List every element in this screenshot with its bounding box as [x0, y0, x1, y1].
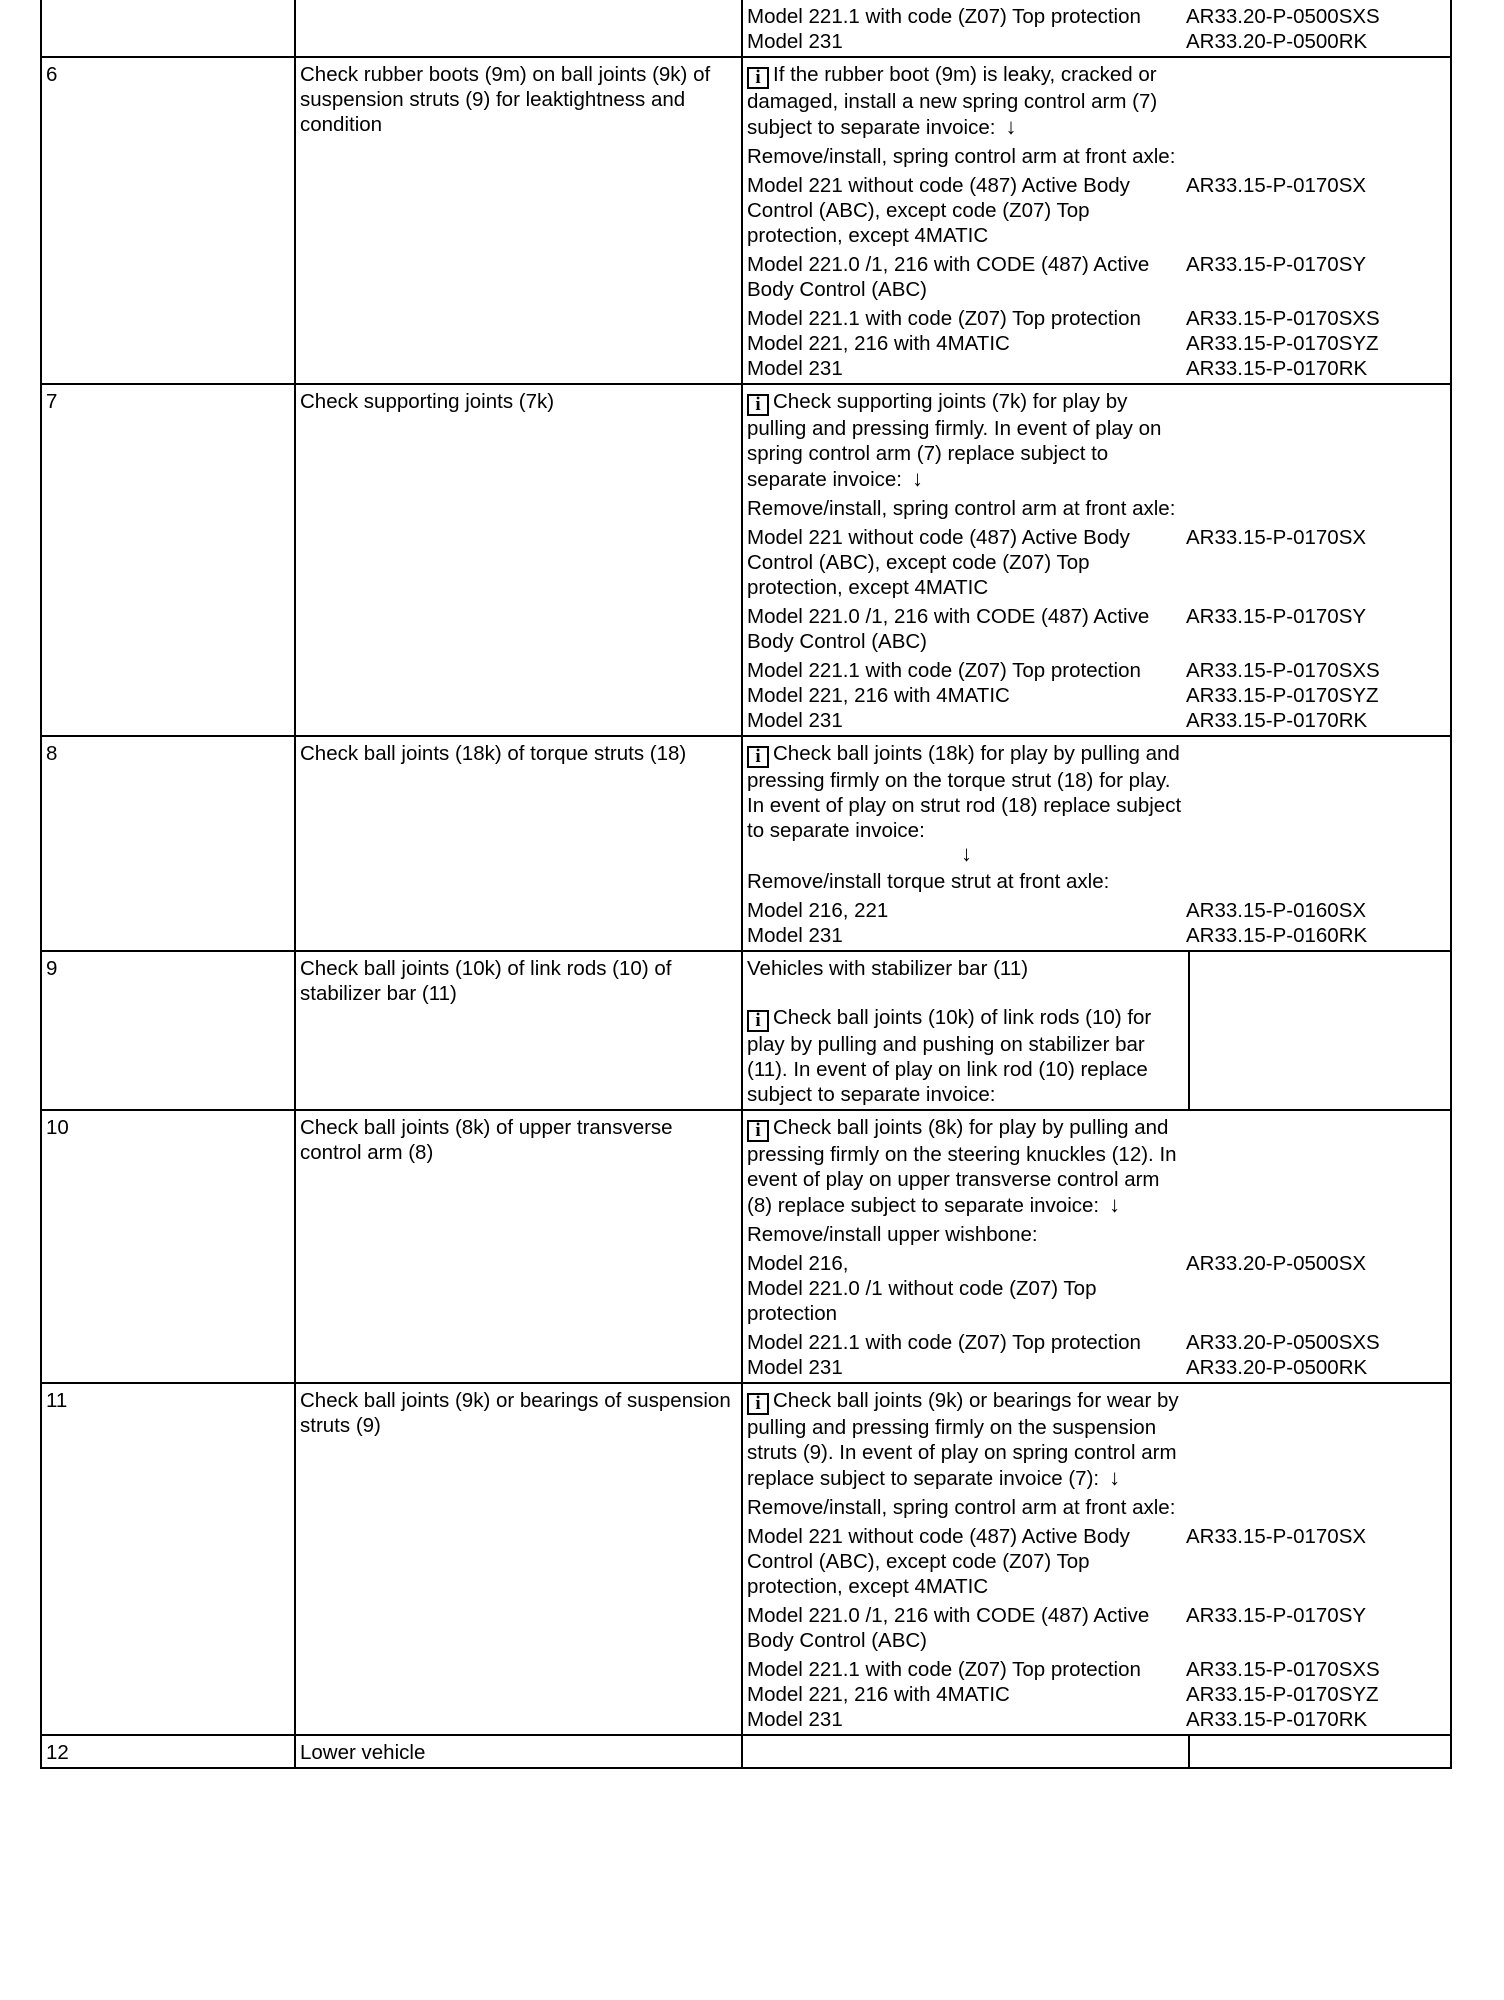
document-reference: AR33.20-P-0500SXS [1186, 5, 1380, 28]
model-entry: Model 221.1 with code (Z07) Top protection AR33.20-P-0500SXS [747, 1331, 1380, 1354]
document-reference: AR33.15-P-0170SX [1186, 174, 1367, 197]
document-reference: AR33.15-P-0170SYZ [1186, 332, 1379, 355]
model-entry: Model 221 without code (487) Active Body Control (ABC), except code (Z07) Top protection, except 4MATIC AR33.15-P-0170SX [747, 1525, 1367, 1598]
info-note: Check ball joints (18k) for play by pulling and pressing firmly on the torque strut (18) for play. In event of play on strut rod (18) replace subject to separate invoice: [747, 742, 1182, 842]
info-note: Check supporting joints (7k) for play by pulling and pressing firmly. In event of play on spring control arm (7) replace subject to separate invoice: [747, 390, 1162, 491]
reference-cell [1189, 951, 1451, 1110]
step-description: Check rubber boots (9m) on ball joints (9k) of suspension struts (9) for leaktightness and condition [295, 57, 742, 384]
step-description: Check ball joints (8k) of upper transverse control arm (8) [295, 1110, 742, 1383]
model-entry: Model 231 AR33.15-P-0160RK [747, 924, 1368, 947]
document-reference: AR33.15-P-0170SYZ [1186, 1683, 1379, 1706]
instruction-cell [742, 951, 1189, 1110]
model-entry: Model 221, 216 with 4MATIC AR33.15-P-0170SYZ [747, 332, 1379, 355]
down-arrow-icon: ↓ [1005, 114, 1017, 139]
model-entry: Model 221.0 /1 without code (Z07) Top protection [747, 1277, 1097, 1325]
procedure-table [40, 0, 1452, 1769]
document-reference: AR33.20-P-0500RK [1186, 30, 1368, 53]
step-number: 12 [41, 1735, 295, 1768]
document-reference: AR33.20-P-0500SX [1186, 1252, 1367, 1275]
model-entry: Model 221, 216 with 4MATIC AR33.15-P-0170SYZ [747, 1683, 1379, 1706]
step-description: Check ball joints (10k) of link rods (10) of stabilizer bar (11) [295, 951, 742, 1110]
info-note: If the rubber boot (9m) is leaky, cracked or damaged, install a new spring control arm (7) subject to separate invoice: [747, 63, 1158, 139]
down-arrow-icon: ↓ [911, 466, 923, 491]
instruction-cell [742, 57, 1451, 384]
instruction-cell [742, 0, 1451, 57]
info-icon: i [747, 67, 769, 89]
document-reference: AR33.15-P-0170RK [1186, 1708, 1368, 1731]
procedure-heading: Remove/install, spring control arm at front axle: [747, 145, 1176, 168]
document-reference: AR33.15-P-0170SY [1186, 253, 1367, 276]
document-reference: AR33.15-P-0170SY [1186, 605, 1367, 628]
document-reference: AR33.15-P-0170SYZ [1186, 684, 1379, 707]
model-entry: Model 231 AR33.15-P-0170RK [747, 357, 1368, 380]
procedure-heading: Remove/install, spring control arm at front axle: [747, 1496, 1176, 1519]
document-reference: AR33.15-P-0170RK [1186, 709, 1368, 732]
info-icon: i [747, 394, 769, 416]
info-icon: i [747, 1393, 769, 1415]
instruction-cell [742, 1383, 1451, 1735]
model-entry: Model 231 AR33.15-P-0170RK [747, 709, 1368, 732]
step-description: Check supporting joints (7k) [295, 384, 742, 736]
info-note: Check ball joints (8k) for play by pulling and pressing firmly on the steering knuckles (12). In event of play on upper transverse control arm (8) replace subject to separate invoice: [747, 1116, 1177, 1217]
document-reference: AR33.15-P-0170SXS [1186, 659, 1380, 682]
model-entry: Model 221.1 with code (Z07) Top protection AR33.15-P-0170SXS [747, 1658, 1380, 1681]
table-row [41, 0, 1451, 57]
document-reference: AR33.15-P-0170SX [1186, 1525, 1367, 1548]
model-entry: Model 216, 221 AR33.15-P-0160SX [747, 899, 1367, 922]
down-arrow-icon: ↓ [1109, 1465, 1121, 1490]
step-number: 8 [41, 736, 295, 951]
info-note: Check ball joints (10k) of link rods (10) for play by pulling and pushing on stabilizer bar (11). In event of play on link rod (10) replace subject to separate invoice: [747, 1006, 1152, 1106]
step-description-cell [295, 0, 742, 57]
instruction-cell [742, 1110, 1451, 1383]
model-entry: Model 231 AR33.15-P-0170RK [747, 1708, 1368, 1731]
document-reference: AR33.15-P-0170RK [1186, 357, 1368, 380]
document-reference: AR33.15-P-0160SX [1186, 899, 1367, 922]
info-icon: i [747, 746, 769, 768]
model-entry: Model 221.1 with code (Z07) Top protection AR33.15-P-0170SXS [747, 659, 1380, 682]
instruction-cell [742, 384, 1451, 736]
step-number: 10 [41, 1110, 295, 1383]
document-reference: AR33.15-P-0160RK [1186, 924, 1368, 947]
model-entry: Model 221, 216 with 4MATIC AR33.15-P-0170SYZ [747, 684, 1379, 707]
info-note: Check ball joints (9k) or bearings for wear by pulling and pressing firmly on the suspension struts (9). In event of play on spring control arm replace subject to separate invoice (7): [747, 1389, 1179, 1490]
table-row [41, 951, 1451, 1110]
model-entry: Model 231 AR33.20-P-0500RK [747, 30, 1368, 53]
instruction-cell [742, 736, 1451, 951]
down-arrow-icon: ↓ [1109, 1192, 1121, 1217]
info-icon: i [747, 1120, 769, 1142]
model-entry: Model 221 without code (487) Active Body Control (ABC), except code (Z07) Top protection, except 4MATIC AR33.15-P-0170SX [747, 174, 1367, 247]
model-entry: Model 221 without code (487) Active Body Control (ABC), except code (Z07) Top protection, except 4MATIC AR33.15-P-0170SX [747, 526, 1367, 599]
table-row [41, 1383, 1451, 1735]
table-row [41, 57, 1451, 384]
document-reference: AR33.15-P-0170SXS [1186, 1658, 1380, 1681]
procedure-heading: Remove/install torque strut at front axle: [747, 870, 1110, 893]
model-entry: Model 231 AR33.20-P-0500RK [747, 1356, 1368, 1379]
down-arrow-icon: ↓ [961, 841, 972, 866]
procedure-heading: Remove/install upper wishbone: [747, 1223, 1038, 1246]
step-number-cell [41, 0, 295, 57]
document-reference: AR33.20-P-0500RK [1186, 1356, 1368, 1379]
document-reference: AR33.20-P-0500SXS [1186, 1331, 1380, 1354]
step-number: 7 [41, 384, 295, 736]
model-entry: Model 221.0 /1, 216 with CODE (487) Active Body Control (ABC) AR33.15-P-0170SY [747, 1604, 1367, 1652]
document-reference: AR33.15-P-0170SXS [1186, 307, 1380, 330]
condition-text: Vehicles with stabilizer bar (11) [747, 957, 1029, 980]
step-description: Lower vehicle [295, 1735, 742, 1768]
table-row [41, 384, 1451, 736]
model-entry: Model 221.1 with code (Z07) Top protection AR33.15-P-0170SXS [747, 307, 1380, 330]
reference-cell [1189, 1735, 1451, 1768]
model-entry: Model 221.1 with code (Z07) Top protection AR33.20-P-0500SXS [747, 5, 1380, 28]
step-number: 9 [41, 951, 295, 1110]
table-row [41, 1110, 1451, 1383]
model-entry: Model 216, AR33.20-P-0500SX [747, 1252, 1367, 1275]
step-description: Check ball joints (9k) or bearings of suspension struts (9) [295, 1383, 742, 1735]
info-icon: i [747, 1010, 769, 1032]
table-row [41, 1735, 1451, 1768]
procedure-heading: Remove/install, spring control arm at front axle: [747, 497, 1176, 520]
step-number: 11 [41, 1383, 295, 1735]
model-entry: Model 221.0 /1, 216 with CODE (487) Active Body Control (ABC) AR33.15-P-0170SY [747, 605, 1367, 653]
model-entry: Model 221.0 /1, 216 with CODE (487) Active Body Control (ABC) AR33.15-P-0170SY [747, 253, 1367, 301]
document-reference: AR33.15-P-0170SY [1186, 1604, 1367, 1627]
table-row [41, 736, 1451, 951]
step-number: 6 [41, 57, 295, 384]
instruction-cell [742, 1735, 1189, 1768]
step-description: Check ball joints (18k) of torque struts (18) [295, 736, 742, 951]
document-reference: AR33.15-P-0170SX [1186, 526, 1367, 549]
